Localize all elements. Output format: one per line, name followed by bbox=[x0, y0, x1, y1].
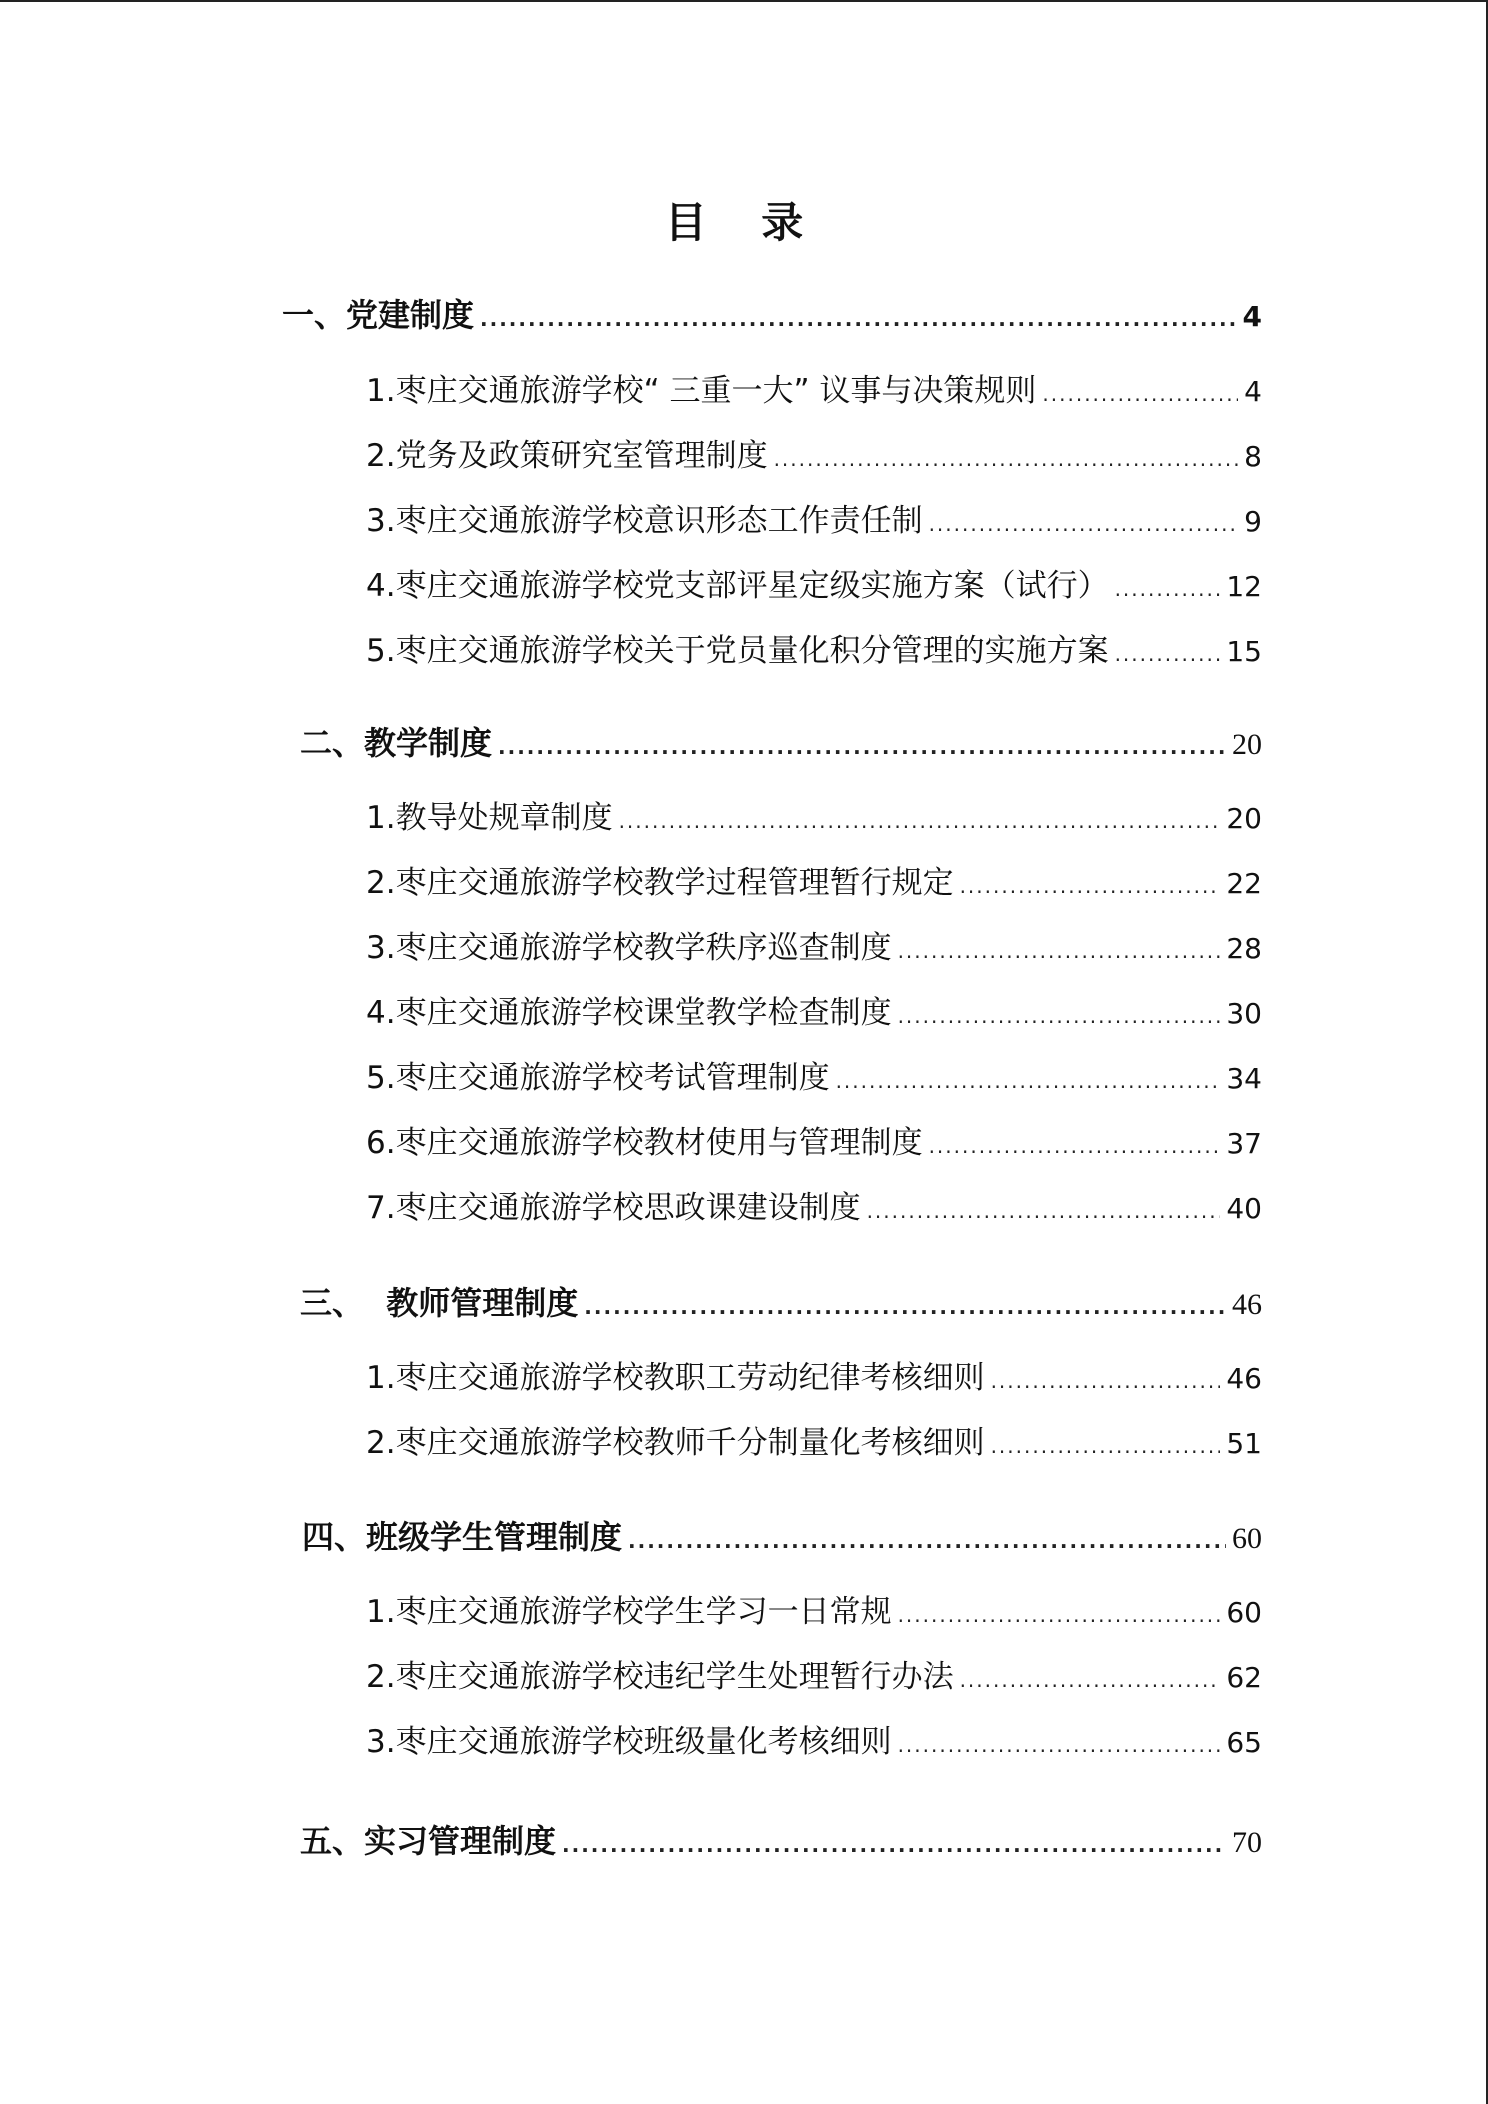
toc-item[interactable] bbox=[366, 365, 1262, 411]
toc-item[interactable] bbox=[366, 792, 1262, 838]
leader-dots bbox=[867, 1199, 1221, 1223]
toc-item[interactable] bbox=[366, 1586, 1262, 1632]
page-number: 12 bbox=[1226, 570, 1262, 603]
toc-item[interactable] bbox=[366, 1352, 1262, 1398]
item-label: 5.枣庄交通旅游学校考试管理制度 bbox=[366, 1060, 830, 1096]
leader-dots bbox=[991, 1369, 1221, 1393]
toc-item[interactable] bbox=[366, 1417, 1262, 1463]
page-number: 9 bbox=[1244, 505, 1262, 538]
leader-dots bbox=[898, 939, 1221, 963]
page-number: 70 bbox=[1232, 1826, 1262, 1859]
toc-item[interactable] bbox=[366, 1182, 1262, 1228]
page-number: 62 bbox=[1226, 1661, 1262, 1694]
toc-section-teacher-management[interactable] bbox=[300, 1278, 1262, 1324]
page-number: 4 bbox=[1244, 375, 1262, 408]
item-label: 1.枣庄交通旅游学校学生学习一日常规 bbox=[366, 1594, 892, 1630]
leader-dots bbox=[929, 1134, 1221, 1158]
leader-dots bbox=[1115, 577, 1221, 601]
leader-dots bbox=[836, 1069, 1221, 1093]
section-label: 一、党建制度 bbox=[282, 296, 475, 334]
leader-dots bbox=[991, 1434, 1221, 1458]
toc-item[interactable] bbox=[366, 560, 1262, 606]
item-label: 2.枣庄交通旅游学校教师千分制量化考核细则 bbox=[366, 1425, 985, 1461]
toc-item[interactable] bbox=[366, 1651, 1262, 1697]
leader-dots bbox=[960, 874, 1221, 898]
item-label: 2.枣庄交通旅游学校教学过程管理暂行规定 bbox=[366, 865, 954, 901]
page-number: 51 bbox=[1226, 1427, 1262, 1460]
page-number: 46 bbox=[1232, 1288, 1262, 1321]
leader-dots bbox=[480, 307, 1237, 331]
page-number: 46 bbox=[1226, 1362, 1262, 1395]
toc-item[interactable] bbox=[366, 922, 1262, 968]
toc-section-class-student-management[interactable] bbox=[302, 1512, 1262, 1558]
section-label: 四、班级学生管理制度 bbox=[302, 1518, 623, 1556]
item-label: 4.枣庄交通旅游学校课堂教学检查制度 bbox=[366, 995, 892, 1031]
toc-section-teaching[interactable] bbox=[300, 718, 1262, 764]
leader-dots bbox=[898, 1004, 1221, 1028]
page-number: 60 bbox=[1226, 1596, 1262, 1629]
toc-item[interactable] bbox=[366, 1117, 1262, 1163]
page-number: 28 bbox=[1226, 932, 1262, 965]
page-number: 37 bbox=[1226, 1127, 1262, 1160]
toc-item[interactable] bbox=[366, 857, 1262, 903]
leader-dots bbox=[774, 447, 1239, 471]
leader-dots bbox=[1042, 382, 1238, 406]
leader-dots bbox=[1115, 642, 1221, 666]
page-number: 8 bbox=[1244, 440, 1262, 473]
leader-dots bbox=[619, 809, 1221, 833]
toc-item[interactable] bbox=[366, 1716, 1262, 1762]
toc-item[interactable] bbox=[366, 495, 1262, 541]
item-label: 2.党务及政策研究室管理制度 bbox=[366, 438, 768, 474]
toc-title: 目 录 bbox=[664, 198, 824, 247]
section-label: 三、 教师管理制度 bbox=[300, 1284, 579, 1322]
item-label: 3.枣庄交通旅游学校意识形态工作责任制 bbox=[366, 503, 923, 539]
page-number: 20 bbox=[1226, 802, 1262, 835]
leader-dots bbox=[898, 1603, 1221, 1627]
toc-item[interactable] bbox=[366, 430, 1262, 476]
page-top-border bbox=[0, 0, 1488, 2]
leader-dots bbox=[584, 1295, 1226, 1319]
toc-item[interactable] bbox=[366, 1052, 1262, 1098]
leader-dots bbox=[898, 1733, 1221, 1757]
page-number: 65 bbox=[1226, 1726, 1262, 1759]
section-label: 五、实习管理制度 bbox=[300, 1822, 557, 1860]
item-label: 3.枣庄交通旅游学校教学秩序巡查制度 bbox=[366, 930, 892, 966]
leader-dots bbox=[498, 735, 1226, 759]
item-label: 2.枣庄交通旅游学校违纪学生处理暂行办法 bbox=[366, 1659, 954, 1695]
leader-dots bbox=[929, 512, 1239, 536]
item-label: 7.枣庄交通旅游学校思政课建设制度 bbox=[366, 1190, 861, 1226]
page-number: 60 bbox=[1232, 1522, 1262, 1555]
item-label: 5.枣庄交通旅游学校关于党员量化积分管理的实施方案 bbox=[366, 633, 1109, 669]
item-label: 1.枣庄交通旅游学校“ 三重一大” 议事与决策规则 bbox=[366, 373, 1037, 409]
item-label: 1.枣庄交通旅游学校教职工劳动纪律考核细则 bbox=[366, 1360, 985, 1396]
leader-dots bbox=[628, 1529, 1226, 1553]
toc-section-internship-management[interactable] bbox=[300, 1816, 1262, 1862]
section-label: 二、教学制度 bbox=[300, 724, 493, 762]
page-number: 20 bbox=[1232, 728, 1262, 761]
page-number: 4 bbox=[1242, 300, 1262, 333]
item-label: 4.枣庄交通旅游学校党支部评星定级实施方案（试行） bbox=[366, 568, 1109, 604]
item-label: 3.枣庄交通旅游学校班级量化考核细则 bbox=[366, 1724, 892, 1760]
leader-dots bbox=[562, 1833, 1226, 1857]
page-number: 15 bbox=[1226, 635, 1262, 668]
toc-section-party[interactable] bbox=[282, 290, 1262, 336]
item-label: 6.枣庄交通旅游学校教材使用与管理制度 bbox=[366, 1125, 923, 1161]
page-number: 34 bbox=[1226, 1062, 1262, 1095]
page-number: 22 bbox=[1226, 867, 1262, 900]
page-number: 40 bbox=[1226, 1192, 1262, 1225]
item-label: 1.教导处规章制度 bbox=[366, 800, 613, 836]
toc-item[interactable] bbox=[366, 987, 1262, 1033]
leader-dots bbox=[960, 1668, 1221, 1692]
toc-item[interactable] bbox=[366, 625, 1262, 671]
page-number: 30 bbox=[1226, 997, 1262, 1030]
